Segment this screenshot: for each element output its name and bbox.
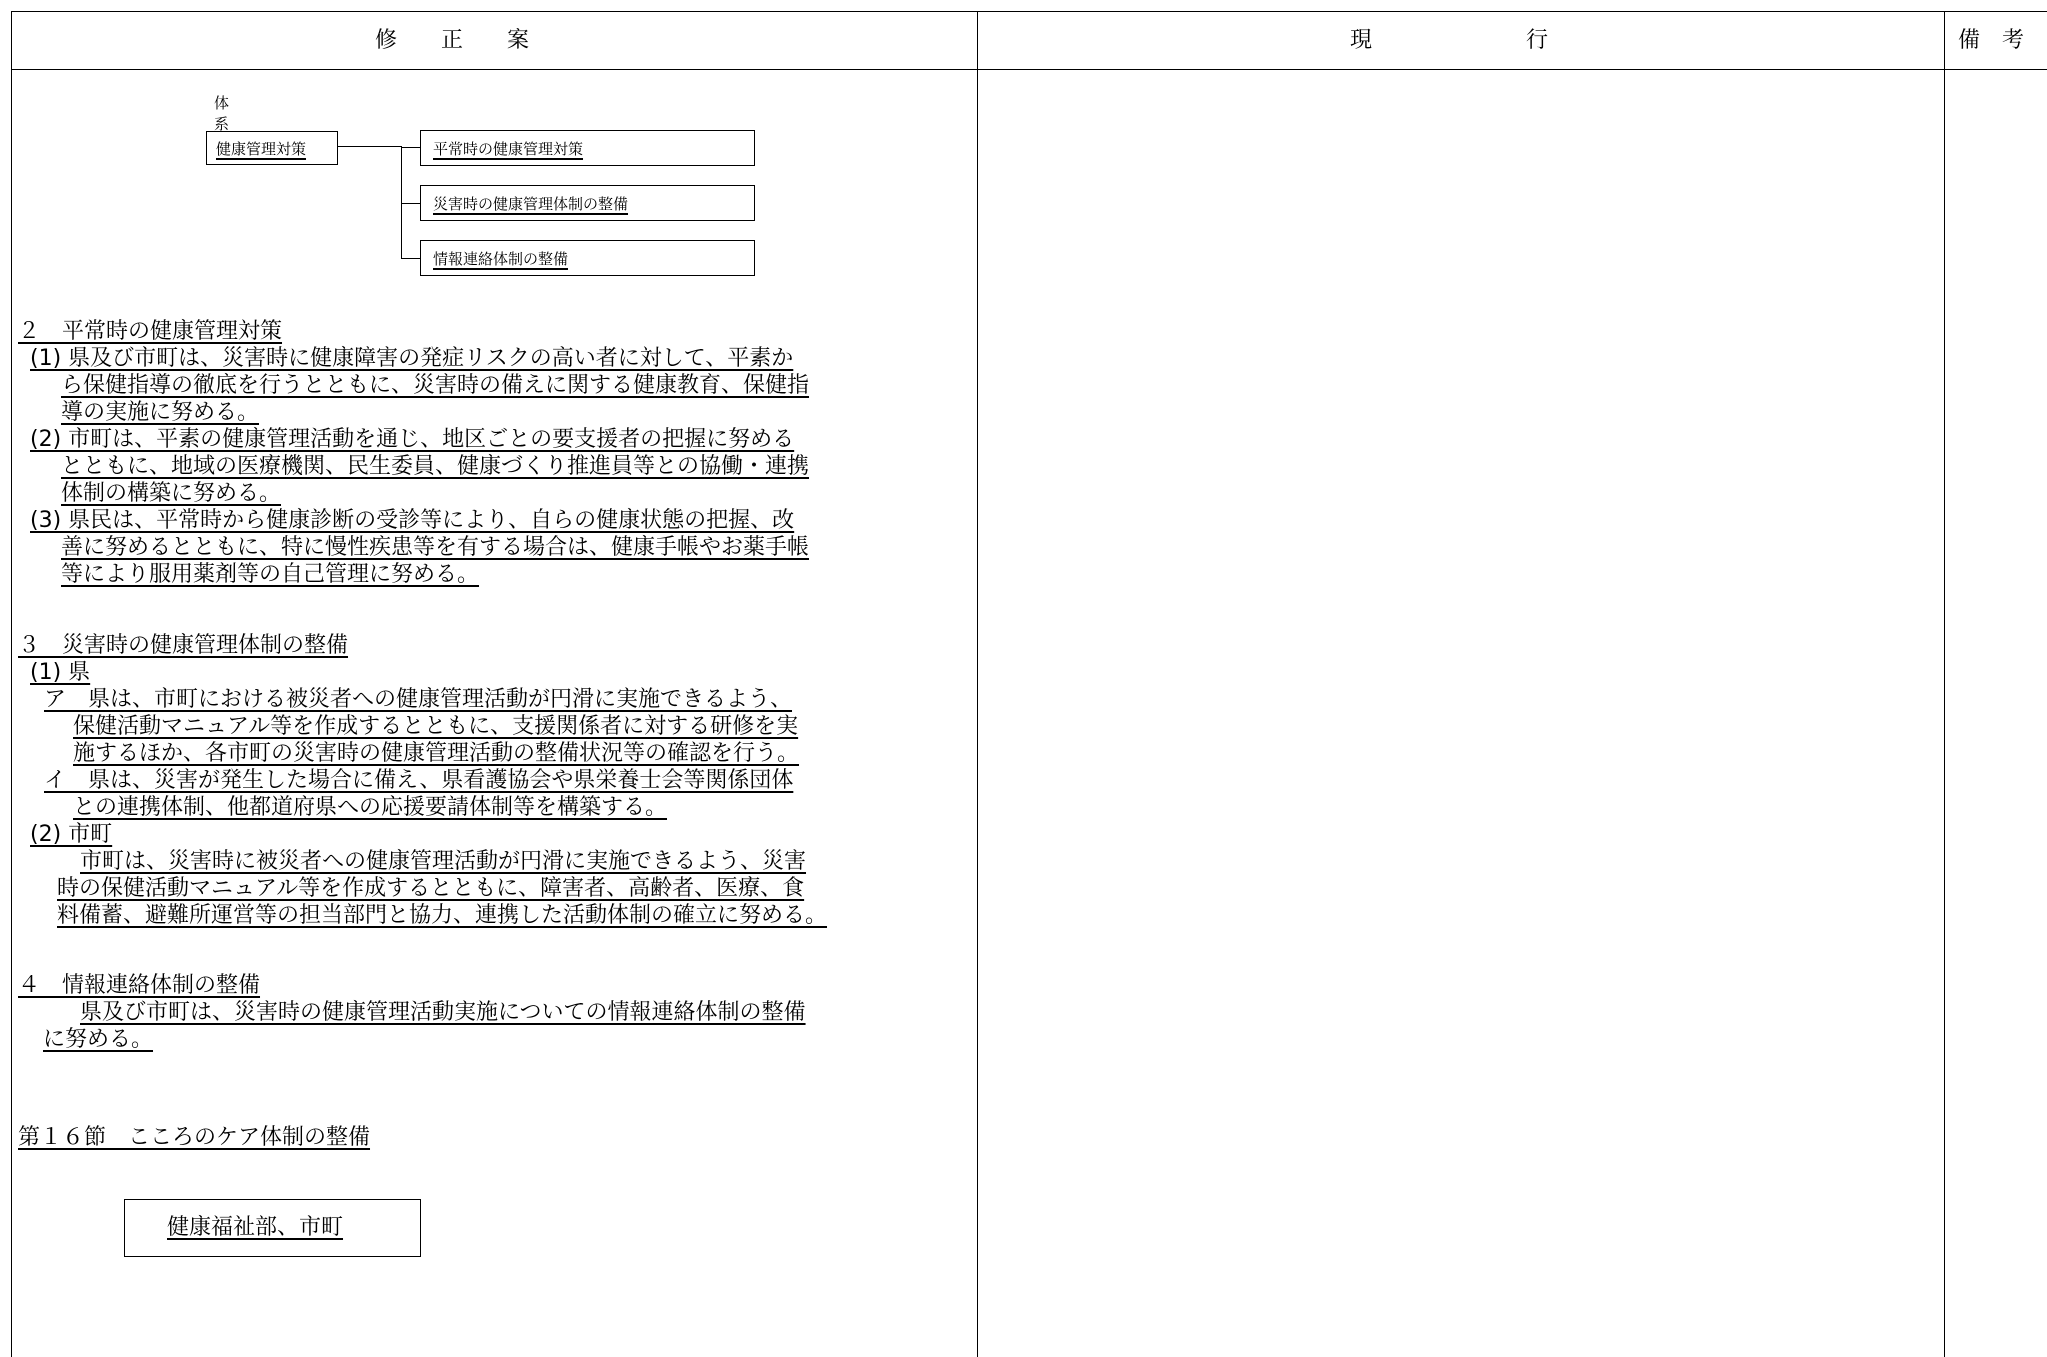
section-2-line: 体制の構築に努める。 — [61, 481, 282, 506]
section-4-line: に努める。 — [43, 1027, 154, 1052]
section-3-line: イ 県は、災害が発生した場合に備え、県看護協会や県栄養士会等関係団体 — [44, 768, 794, 793]
diagram-branch-3 — [401, 258, 420, 259]
section-3-line: 施するほか、各市町の災害時の健康管理活動の整備状況等の確認を行う。 — [73, 741, 800, 766]
diagram-child-label-3: 情報連絡体制の整備 — [433, 250, 569, 268]
section-2-line: (3) 県民は、平常時から健康診断の受診等により、自らの健康状態の把握、改 — [30, 508, 795, 533]
section-3-heading: ３ 災害時の健康管理体制の整備 — [18, 633, 349, 658]
section-2-line: ら保健指導の徹底を行うとともに、災害時の備えに関する健康教育、保健指 — [61, 373, 810, 398]
section-2-line: 等により服用薬剤等の自己管理に努める。 — [61, 562, 480, 587]
header-current: 現 行 — [1350, 28, 1549, 53]
column-divider-1 — [977, 11, 978, 1357]
diagram-root-label: 健康管理対策 — [216, 140, 307, 158]
section-3-line: 時の保健活動マニュアル等を作成するとともに、障害者、高齢者、医療、食 — [57, 876, 805, 901]
chapter-title: 第１６節 こころのケア体制の整備 — [18, 1125, 371, 1150]
section-3-line: 保健活動マニュアル等を作成するとともに、支援関係者に対する研修を実 — [73, 714, 799, 739]
section-3-line: (2) 市町 — [30, 822, 113, 847]
diagram-label: 体系 — [214, 94, 230, 133]
diagram-child-label-1: 平常時の健康管理対策 — [433, 140, 584, 158]
header-divider — [11, 69, 2047, 70]
section-3-line: 料備蓄、避難所運営等の担当部門と協力、連携した活動体制の確立に努める。 — [57, 903, 828, 928]
section-2-line: 導の実施に努める。 — [61, 400, 260, 425]
header-remarks: 備 考 — [1958, 28, 2025, 53]
header-revision: 修 正 案 — [375, 28, 530, 53]
section-2-line: 善に努めるとともに、特に慢性疾患等を有する場合は、健康手帳やお薬手帳 — [61, 535, 810, 560]
diagram-root-box — [206, 131, 338, 165]
diagram-branch-1 — [401, 147, 420, 148]
section-2-line: とともに、地域の医療機関、民生委員、健康づくり推進員等との協働・連携 — [61, 454, 810, 479]
table-frame — [11, 11, 2047, 1357]
section-4-heading: ４ 情報連絡体制の整備 — [18, 973, 261, 998]
section-3-line: ア 県は、市町における被災者への健康管理活動が円滑に実施できるよう、 — [44, 687, 793, 712]
responsible-department-label: 健康福祉部、市町 — [167, 1215, 344, 1240]
diagram-connector — [338, 146, 401, 147]
section-4-line: 県及び市町は、災害時の健康管理活動実施についての情報連絡体制の整備 — [80, 1000, 806, 1025]
diagram-child-box-1 — [420, 130, 755, 166]
section-3-line: 市町は、災害時に被災者への健康管理活動が円滑に実施できるよう、災害 — [80, 849, 807, 874]
section-3-line: (1) 県 — [30, 660, 91, 685]
responsible-department-box — [124, 1199, 421, 1257]
diagram-branch-2 — [401, 203, 420, 204]
section-2-heading: ２ 平常時の健康管理対策 — [18, 319, 283, 344]
section-3-line: との連携体制、他都道府県への応援要請体制等を構築する。 — [73, 795, 668, 820]
section-2-line: (2) 市町は、平素の健康管理活動を通じ、地区ごとの要支援者の把握に努める — [30, 427, 795, 452]
column-divider-2 — [1944, 11, 1945, 1357]
diagram-child-label-2: 災害時の健康管理体制の整備 — [433, 195, 629, 213]
diagram-child-box-2 — [420, 185, 755, 221]
diagram-child-box-3 — [420, 240, 755, 276]
section-2-line: (1) 県及び市町は、災害時に健康障害の発症リスクの高い者に対して、平素か — [30, 346, 794, 371]
